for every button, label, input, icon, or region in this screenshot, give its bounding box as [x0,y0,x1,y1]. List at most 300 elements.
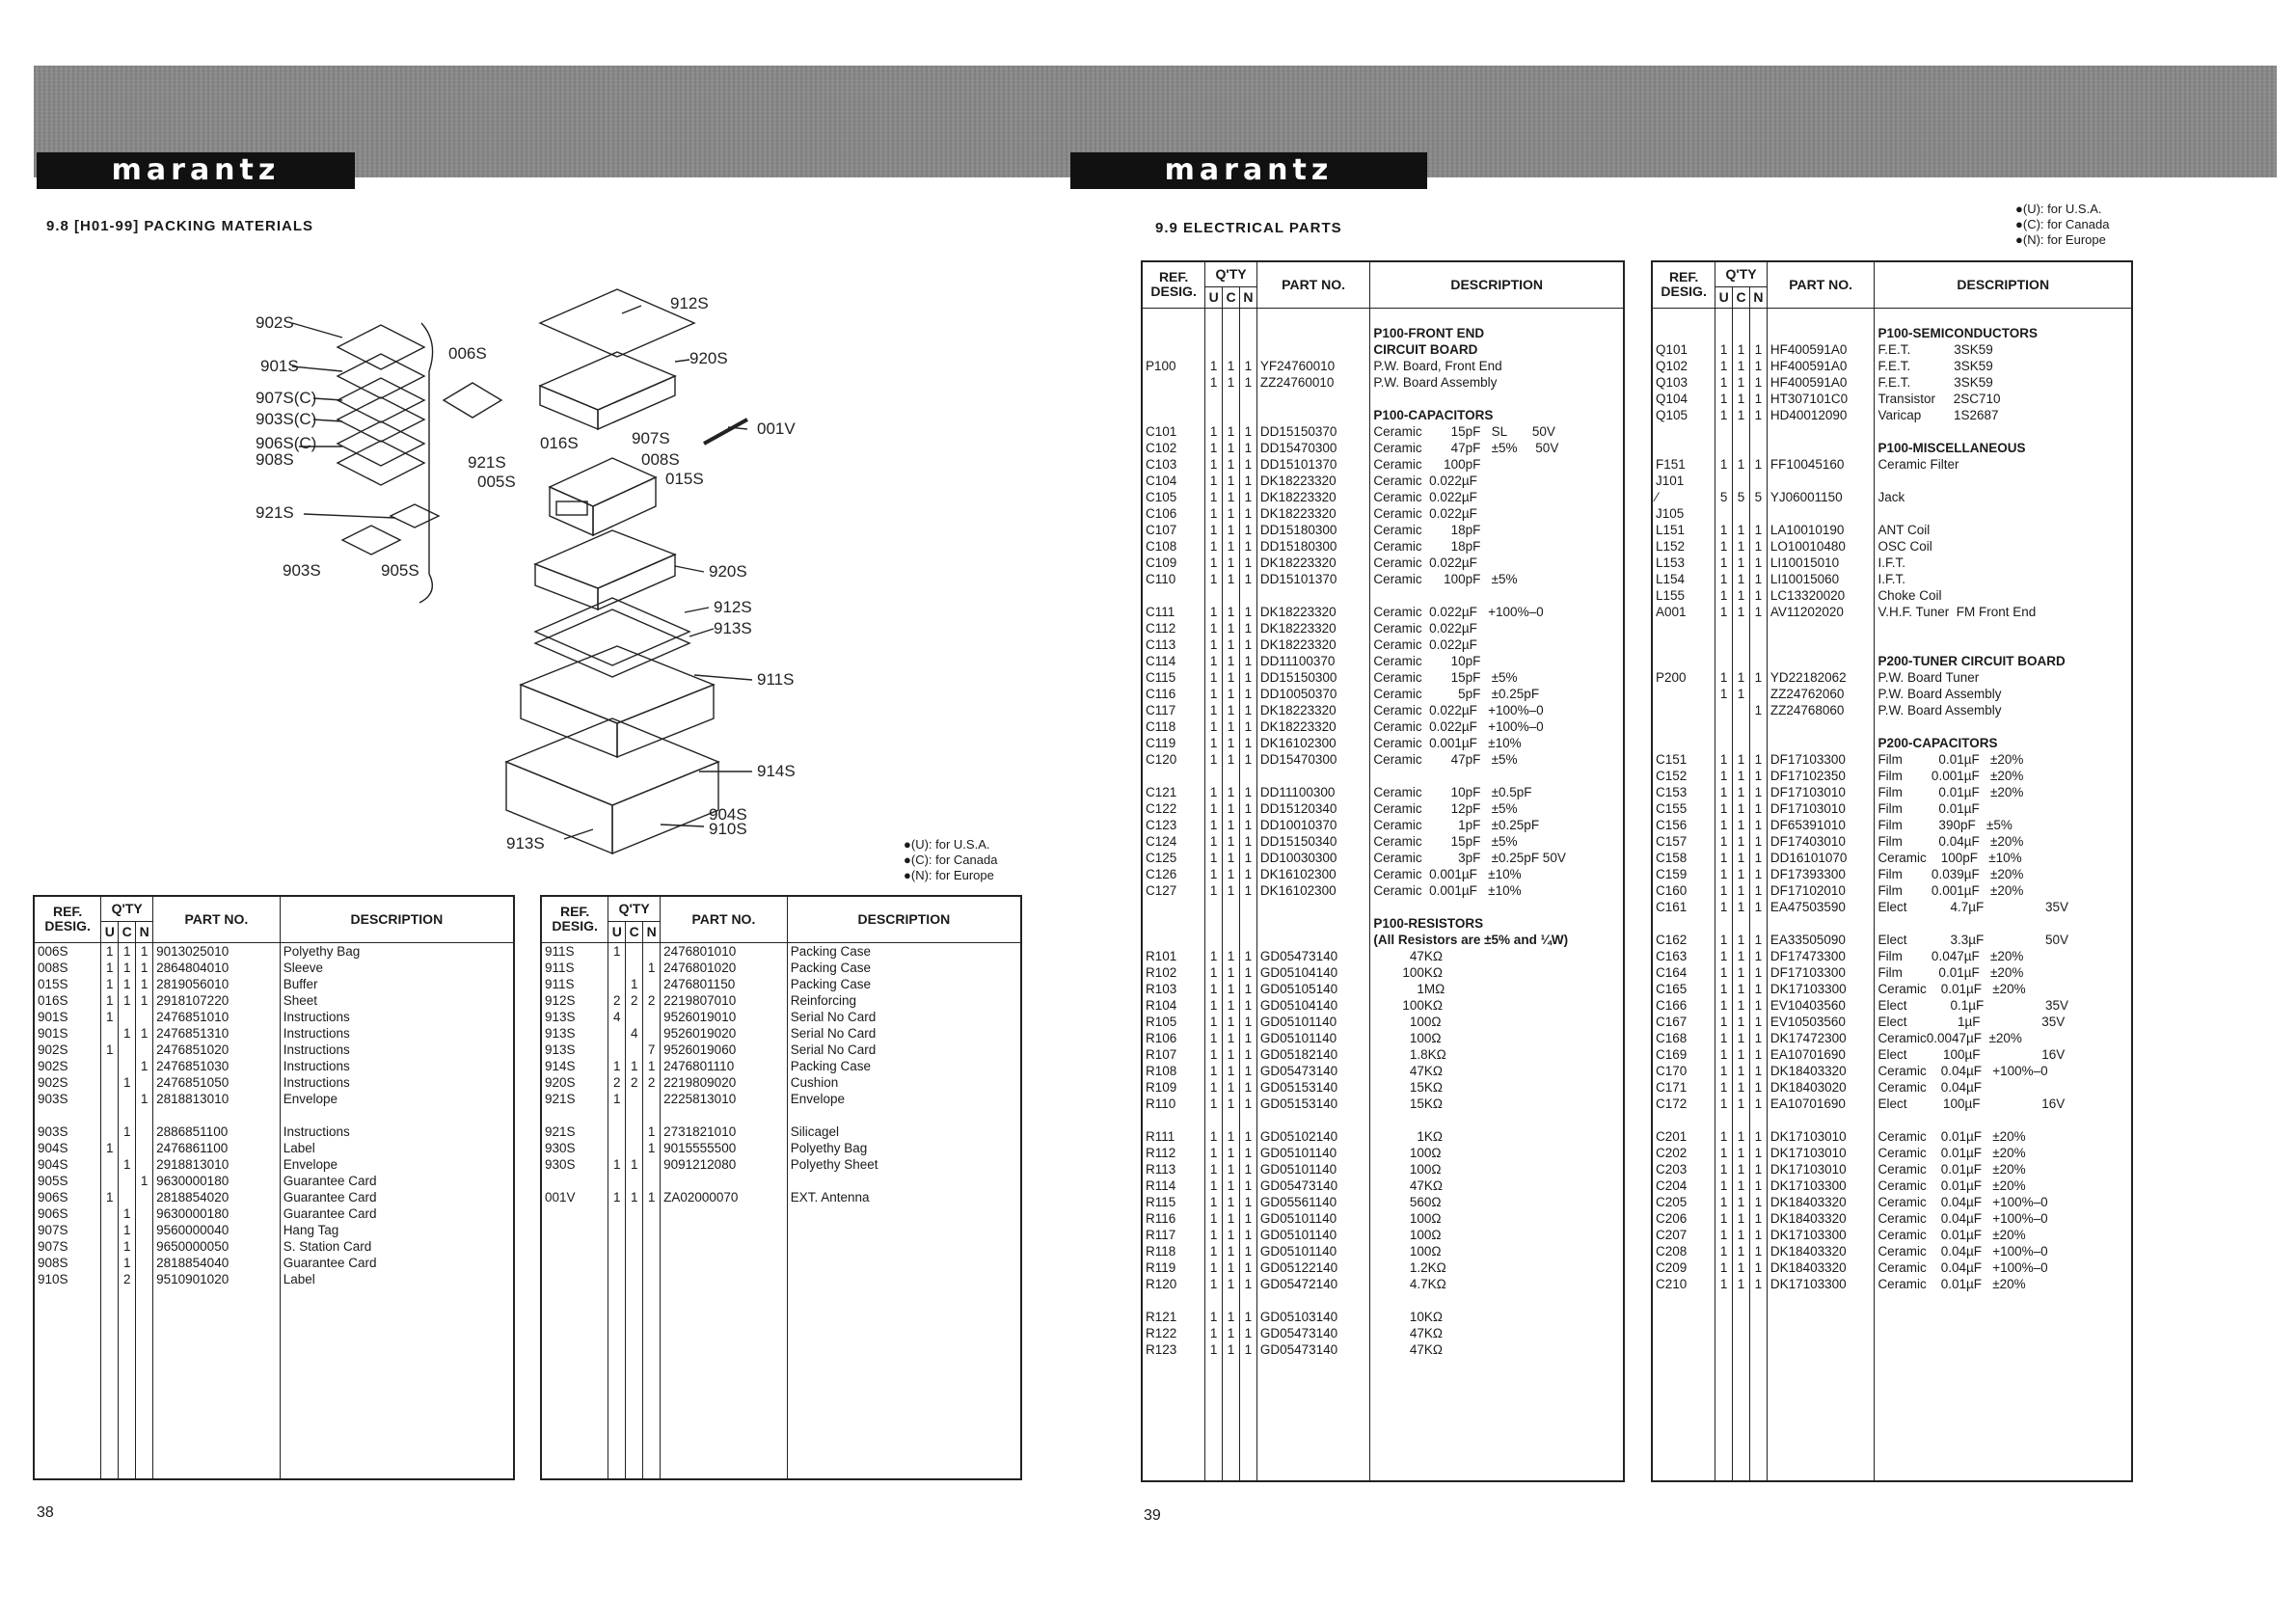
qty-c: 1 [1733,768,1750,784]
table-row [541,1156,1021,1173]
qty-c: 1 [626,976,643,992]
part-number: DK18403320 [1767,1194,1875,1210]
qty-n [136,1156,153,1173]
ref-designator [1652,702,1715,718]
qty-n: 1 [1749,932,1767,948]
ref-designator: ⁄ [1652,489,1715,505]
part-number: AV11202020 [1767,604,1875,620]
description: Ceramic 100pF ±10% [1875,850,2132,866]
table-row [1142,1079,1624,1096]
qty-c: 1 [119,976,136,992]
description: 47KΩ [1370,1341,1624,1358]
ref-designator: C160 [1652,882,1715,899]
qty-c: 1 [1223,555,1240,571]
col-header-qty: Q'TY [101,896,153,921]
qty-n: 1 [1239,358,1256,374]
col-header-qty: Q'TY [608,896,661,921]
qty-n: 1 [1239,817,1256,833]
part-number: HF400591A0 [1767,341,1875,358]
part-number: YF24760010 [1256,358,1370,374]
qty-c: 1 [1733,1259,1750,1276]
diagram-label: 906S(C) [256,434,317,452]
qty-c: 1 [1223,374,1240,391]
table-row [1142,686,1624,702]
table-row [1142,423,1624,440]
description: Elect 0.1µF 35V [1875,997,2132,1014]
diagram-label: 907S [632,429,670,447]
qty-u: 1 [1715,800,1733,817]
part-number: GD05472140 [1256,1276,1370,1292]
part-number: GD05153140 [1256,1096,1370,1112]
qty-n: 1 [1239,686,1256,702]
qty-c: 1 [1223,702,1240,718]
qty-c: 1 [1223,669,1240,686]
description: OSC Coil [1875,538,2132,555]
table-row [1142,669,1624,686]
table-row [541,1009,1021,1025]
qty-n: 1 [1749,358,1767,374]
qty-u: 1 [1715,964,1733,981]
description: 47KΩ [1370,1063,1624,1079]
qty-u: 1 [1715,1096,1733,1112]
qty-u: 1 [1205,555,1223,571]
qty-u: 1 [1715,1046,1733,1063]
part-number: GD05473140 [1256,948,1370,964]
qty-c: 1 [1733,751,1750,768]
part-number: 2476861100 [153,1140,281,1156]
qty-n: 1 [1749,407,1767,423]
qty-u: 1 [101,992,119,1009]
qty-n [136,1140,153,1156]
col-header-description: DESCRIPTION [1370,261,1624,308]
ref-designator: R111 [1142,1128,1205,1145]
part-number: LI10015010 [1767,555,1875,571]
part-number: YD22182062 [1767,669,1875,686]
qty-u: 1 [1205,751,1223,768]
table-row [1652,358,2132,374]
description: Ceramic 0.022µF [1370,620,1624,636]
qty-u [101,1205,119,1222]
table-row [34,1074,514,1091]
description: P.W. Board Tuner [1875,669,2132,686]
description: 560Ω [1370,1194,1624,1210]
qty-n: 1 [1239,948,1256,964]
qty-n: 1 [1239,653,1256,669]
description: Serial No Card [787,1042,1021,1058]
qty-c: 1 [1223,489,1240,505]
description: Packing Case [787,1058,1021,1074]
qty-n: 1 [1749,964,1767,981]
qty-c: 1 [1223,1227,1240,1243]
description: Packing Case [787,976,1021,992]
qty-c: 4 [626,1025,643,1042]
description: Film 0.001µF ±20% [1875,882,2132,899]
qty-c: 1 [1223,850,1240,866]
qty-u: 1 [1715,1227,1733,1243]
qty-u: 1 [1205,669,1223,686]
description: Envelope [280,1091,514,1107]
ref-designator: C210 [1652,1276,1715,1292]
table-row [1142,1063,1624,1079]
description: 4.7KΩ [1370,1276,1624,1292]
table-row [1142,636,1624,653]
qty-c: 1 [1733,1210,1750,1227]
description: Silicagel [787,1123,1021,1140]
part-number: 2818813010 [153,1091,281,1107]
qty-u: 1 [1205,964,1223,981]
qty-n: 1 [1239,522,1256,538]
qty-u: 1 [1205,1210,1223,1227]
ref-designator: 912S [541,992,608,1009]
ref-designator: L152 [1652,538,1715,555]
table-section-heading [1652,440,2132,456]
part-number: 9526019010 [661,1009,788,1025]
table-row [541,992,1021,1009]
qty-n: 1 [1239,784,1256,800]
table-spacer-row [1142,308,1624,325]
ref-designator: C204 [1652,1177,1715,1194]
section-heading: (All Resistors are ±5% and ¼W) [1370,932,1624,948]
qty-u: 1 [1205,686,1223,702]
qty-n: 1 [1239,620,1256,636]
ref-designator: R121 [1142,1309,1205,1325]
ref-designator: C203 [1652,1161,1715,1177]
qty-u: 1 [1205,1243,1223,1259]
part-number: DK17103300 [1767,1227,1875,1243]
qty-n: 1 [1239,423,1256,440]
qty-c: 1 [1733,522,1750,538]
description: Polyethy Bag [280,942,514,960]
qty-c [626,1091,643,1107]
qty-n: 1 [1749,1079,1767,1096]
qty-c: 1 [1733,1096,1750,1112]
qty-n: 1 [1749,784,1767,800]
qty-c: 1 [1733,358,1750,374]
qty-n: 1 [1749,948,1767,964]
ref-designator: C163 [1652,948,1715,964]
part-number: 2219809020 [661,1074,788,1091]
qty-c: 1 [1223,538,1240,555]
qty-n: 1 [1749,374,1767,391]
ref-designator: F151 [1652,456,1715,473]
diagram-label: 908S [256,450,294,469]
qty-u: 1 [608,1156,626,1173]
part-number: DK17103010 [1767,1145,1875,1161]
description: 100Ω [1370,1161,1624,1177]
part-number: 2886851100 [153,1123,281,1140]
description: Film 0.01µF ±20% [1875,751,2132,768]
qty-n: 1 [1749,768,1767,784]
description: I.F.T. [1875,555,2132,571]
qty-n: 1 [1749,391,1767,407]
part-number: DK17103300 [1767,1276,1875,1292]
qty-u: 1 [1205,456,1223,473]
table-row [34,1255,514,1271]
description: Cushion [787,1074,1021,1091]
part-number: DK18223320 [1256,702,1370,718]
legend-item: ● (C): for Canada [2015,217,2109,232]
table-row [1652,473,2132,489]
qty-u [101,1173,119,1189]
part-number: DK18403020 [1767,1079,1875,1096]
description: Ceramic 0.022µF [1370,555,1624,571]
qty-u: 1 [1205,948,1223,964]
qty-n: 1 [136,1173,153,1189]
qty-u: 2 [608,992,626,1009]
legend-item: ● (N): for Europe [904,868,997,883]
qty-u: 1 [608,1058,626,1074]
ref-designator: C123 [1142,817,1205,833]
table-row [1652,932,2132,948]
qty-n: 1 [1239,800,1256,817]
description: Ceramic 0.022µF [1370,636,1624,653]
part-number: DF17102010 [1767,882,1875,899]
qty-c: 1 [119,960,136,976]
table-row [34,1222,514,1238]
qty-n: 1 [1749,538,1767,555]
description: I.F.T. [1875,571,2132,587]
ref-designator: C125 [1142,850,1205,866]
part-number: GD05101140 [1256,1161,1370,1177]
table-row [1652,1079,2132,1096]
qty-c: 1 [119,1025,136,1042]
table-row [1142,1276,1624,1292]
qty-u: 1 [1205,620,1223,636]
table-row [541,976,1021,992]
qty-u: 1 [1205,882,1223,899]
description: 100Ω [1370,1243,1624,1259]
qty-n: 1 [1749,522,1767,538]
table-row [1652,800,2132,817]
table-row [1142,702,1624,718]
qty-u [608,1025,626,1042]
qty-u: 4 [608,1009,626,1025]
qty-c [626,942,643,960]
ref-designator: 016S [34,992,101,1009]
qty-c: 1 [119,1238,136,1255]
table-row [34,1123,514,1140]
qty-n: 1 [1749,604,1767,620]
qty-c: 1 [1223,1325,1240,1341]
section-heading: CIRCUIT BOARD [1370,341,1624,358]
ref-designator: C122 [1142,800,1205,817]
table-row [1652,538,2132,555]
part-number: YJ06001150 [1767,489,1875,505]
qty-n: 1 [1239,473,1256,489]
section-title-packing: 9.8 [H01-99] PACKING MATERIALS [46,218,313,234]
qty-c: 1 [1733,1177,1750,1194]
part-number: DD15120340 [1256,800,1370,817]
table-row [1142,522,1624,538]
table-row [1142,1145,1624,1161]
ref-designator: R114 [1142,1177,1205,1194]
diagram-label: 912S [670,294,709,312]
description: Guarantee Card [280,1255,514,1271]
ref-designator: R115 [1142,1194,1205,1210]
qty-u [101,1255,119,1271]
ref-designator: P100 [1142,358,1205,374]
qty-n: 1 [1239,1325,1256,1341]
qty-u: 1 [1205,1063,1223,1079]
col-header-part-no: PART NO. [661,896,788,942]
qty-c: 1 [1223,833,1240,850]
table-row [1652,964,2132,981]
qty-n: 1 [1749,1161,1767,1177]
table-row [1142,1194,1624,1210]
ref-designator: C101 [1142,423,1205,440]
table-row [1142,800,1624,817]
ref-designator: C114 [1142,653,1205,669]
qty-u: 1 [1715,587,1733,604]
qty-u: 1 [1715,407,1733,423]
qty-n: 1 [1749,899,1767,915]
qty-c: 1 [1733,391,1750,407]
qty-c: 1 [119,1205,136,1222]
ref-designator: 920S [541,1074,608,1091]
table-row [1142,1128,1624,1145]
table-row [34,1058,514,1074]
diagram-label: 920S [709,562,747,581]
qty-u: 1 [1205,702,1223,718]
ref-designator: Q103 [1652,374,1715,391]
part-number: 2918107220 [153,992,281,1009]
part-number: EV10403560 [1767,997,1875,1014]
description: Label [280,1140,514,1156]
table-row [1652,751,2132,768]
part-number: GD05473140 [1256,1325,1370,1341]
table-row [1652,850,2132,866]
part-number: GD05473140 [1256,1063,1370,1079]
brand-logo-left: marantz [37,152,355,189]
qty-u: 1 [1715,1063,1733,1079]
description: Ceramic 0.01µF ±20% [1875,981,2132,997]
table-row [541,1091,1021,1107]
table-row [1652,505,2132,522]
part-number: LA10010190 [1767,522,1875,538]
diagram-label: 913S [506,834,545,853]
qty-c: 1 [1733,817,1750,833]
ref-designator: C119 [1142,735,1205,751]
part-number: DK18223320 [1256,636,1370,653]
qty-u: 1 [101,1009,119,1025]
description: Envelope [280,1156,514,1173]
table-row [541,1140,1021,1156]
qty-u: 1 [1205,981,1223,997]
diagram-label: 005S [477,473,516,491]
description: Ceramic 0.01µF ±20% [1875,1161,2132,1177]
qty-n: 1 [1239,1096,1256,1112]
qty-n: 1 [1749,1128,1767,1145]
diagram-label: 001V [757,420,796,438]
qty-n: 1 [1749,981,1767,997]
qty-c [626,960,643,976]
part-number: EA47503590 [1767,899,1875,915]
ref-designator: 921S [541,1123,608,1140]
description: Instructions [280,1025,514,1042]
qty-n: 1 [1239,833,1256,850]
part-number: 9526019020 [661,1025,788,1042]
description: Ceramic 1pF ±0.25pF [1370,817,1624,833]
ref-designator: Q101 [1652,341,1715,358]
qty-u: 1 [1715,833,1733,850]
ref-designator: C206 [1652,1210,1715,1227]
part-number: GD05561140 [1256,1194,1370,1210]
qty-u: 1 [1715,1177,1733,1194]
part-number: GD05103140 [1256,1309,1370,1325]
table-spacer-row [1652,620,2132,636]
ref-designator: C167 [1652,1014,1715,1030]
ref-designator: 911S [541,960,608,976]
part-number: DD15180300 [1256,538,1370,555]
part-number: ZZ24762060 [1767,686,1875,702]
table-row [541,1189,1021,1205]
description: Ceramic0.0047µF ±20% [1875,1030,2132,1046]
part-number: DF17103010 [1767,800,1875,817]
table-section-heading [1142,341,1624,358]
qty-u: 1 [1205,866,1223,882]
table-section-heading [1142,325,1624,341]
qty-n [136,1205,153,1222]
qty-u [101,1271,119,1287]
qty-c [626,1140,643,1156]
ref-designator: C201 [1652,1128,1715,1145]
description: Instructions [280,1058,514,1074]
table-spacer-row [1142,768,1624,784]
qty-c: 2 [626,1074,643,1091]
description: 1KΩ [1370,1128,1624,1145]
diagram-label: 911S [757,670,795,689]
part-number: DK17103010 [1767,1128,1875,1145]
qty-u: 1 [1205,636,1223,653]
qty-c: 1 [1733,932,1750,948]
qty-u: 1 [1715,1259,1733,1276]
description: Sheet [280,992,514,1009]
table-row [1652,522,2132,538]
ref-designator: 006S [34,942,101,960]
ref-designator: C111 [1142,604,1205,620]
ref-designator: C106 [1142,505,1205,522]
table-spacer-row [1142,391,1624,407]
section-heading: P100-RESISTORS [1370,915,1624,932]
qty-n: 1 [1749,1046,1767,1063]
ref-designator: Q104 [1652,391,1715,407]
ref-designator: C103 [1142,456,1205,473]
ref-designator: C109 [1142,555,1205,571]
part-number: 2476801010 [661,942,788,960]
part-number: LC13320020 [1767,587,1875,604]
qty-c: 1 [1223,505,1240,522]
table-row [1142,882,1624,899]
qty-n: 5 [1749,489,1767,505]
qty-n: 1 [1749,1243,1767,1259]
qty-c [119,1091,136,1107]
table-row [34,1173,514,1189]
qty-c: 1 [1223,1046,1240,1063]
table-row [1142,735,1624,751]
table-row [1142,505,1624,522]
part-number: DF17102350 [1767,768,1875,784]
description: Serial No Card [787,1009,1021,1025]
qty-u: 1 [1715,899,1733,915]
table-row [1652,817,2132,833]
ref-designator: C169 [1652,1046,1715,1063]
qty-u: 1 [1205,817,1223,833]
part-number [1767,505,1875,522]
qty-n: 1 [136,942,153,960]
legend-item: ● (U): for U.S.A. [2015,202,2109,217]
qty-u [608,1140,626,1156]
qty-u: 1 [1715,686,1733,702]
